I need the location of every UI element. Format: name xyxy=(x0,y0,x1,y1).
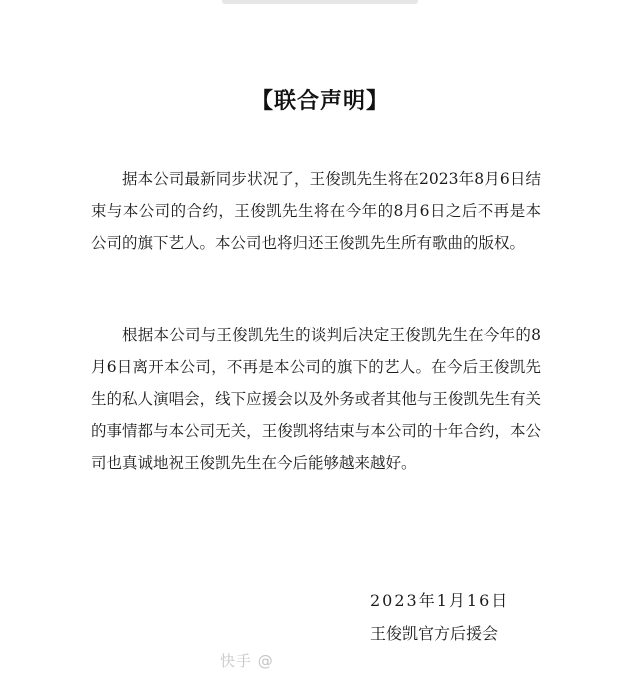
document-title: 【联合声明】 xyxy=(250,89,389,114)
paragraph-2: 根据本公司与王俊凯先生的谈判后决定王俊凯先生在今年的8月6日离开本公司，不再是本公司的旗下的艺人。在今后王俊凯先生的私人演唱会，线下应援会以及外务或者其他与王俊凯先生有关的事情都与本公司无关，王俊凯将结束与本公司的十年合约，本公司也真诚地祝王俊凯先生在今后能够越来越好。 xyxy=(91,326,541,472)
statement-date: 2023年1月16日 xyxy=(370,591,510,610)
top-decoration-bar xyxy=(222,0,418,4)
signatory: 王俊凯官方后援会 xyxy=(370,624,499,643)
kuaishou-watermark: 快手 @ xyxy=(220,652,274,670)
paragraph-1: 据本公司最新同步状况了，王俊凯先生将在2023年8月6日结束与本公司的合约，王俊凯先生将在今年的8月6日之后不再是本公司的旗下艺人。本公司也将归还王俊凯先生所有歌曲的版权。 xyxy=(91,170,541,252)
